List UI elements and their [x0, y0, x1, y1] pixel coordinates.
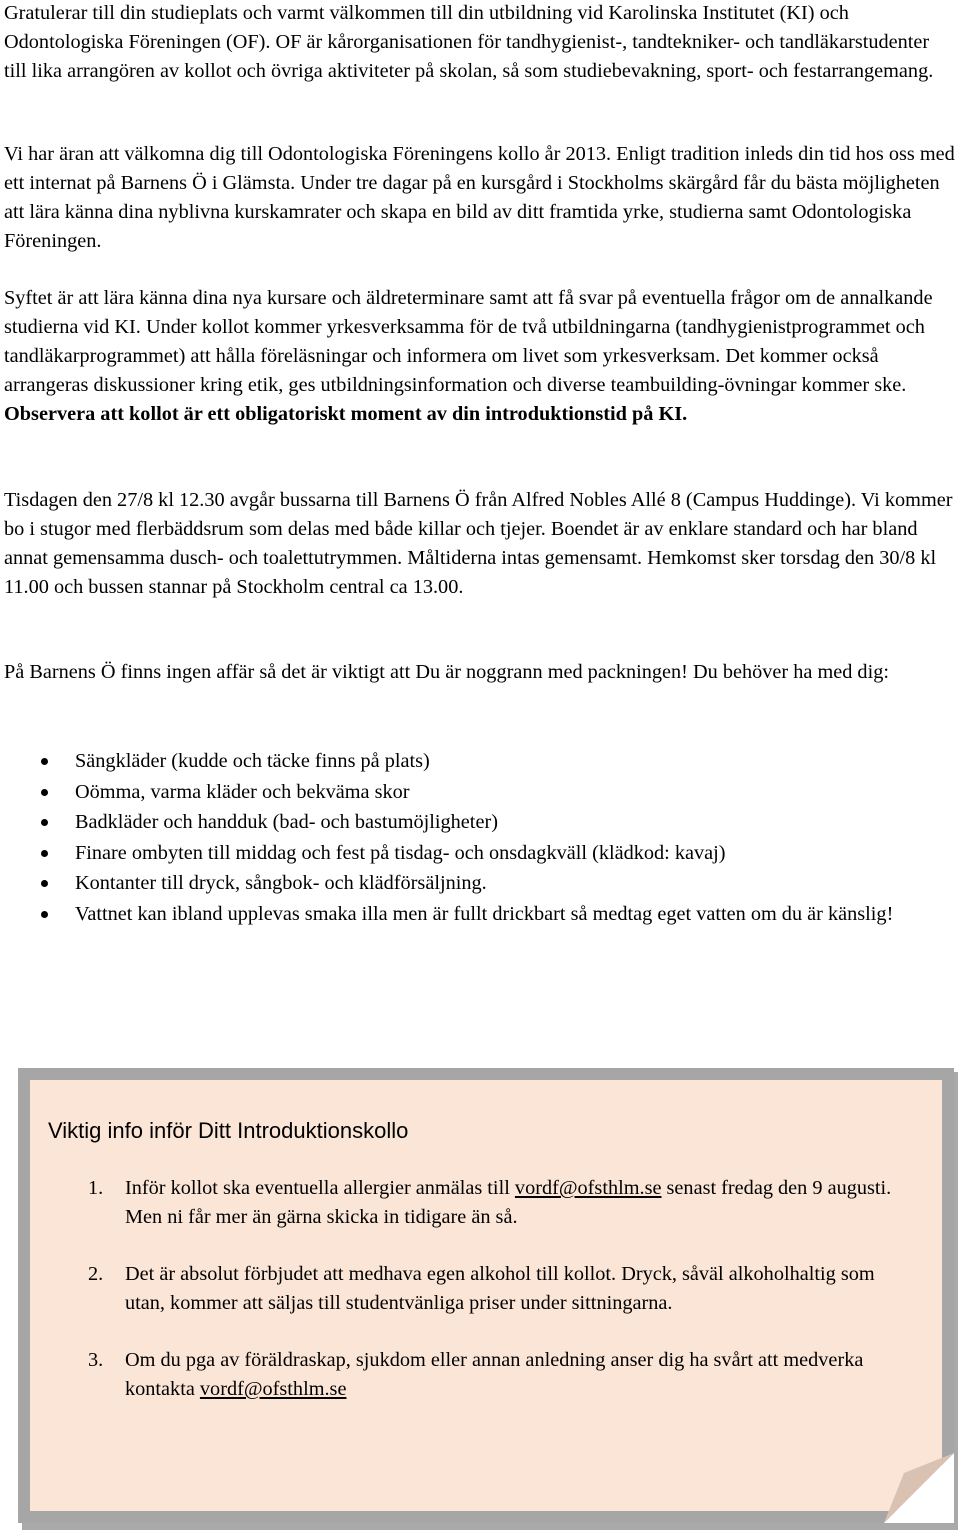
intro-paragraph: Gratulerar till din studieplats och varmt välkommen till din utbildning vid Karolinska Institutet (KI) och Odontologiska Föreningen (OF). OF är kårorganisationen för tandhygienist-, tandtekniker- och tandläkarstudenter till lika arrangören av kollot och övriga aktiviteter på skolan, så som studiebevakning, sport- och festarrangemang.	[4, 2, 934, 82]
list-item: 3. Om du pga av föräldraskap, sjukdom eller annan anledning anser dig ha svårt att medverka kontakta vordf@ofsthlm.se	[88, 1349, 864, 1400]
info-note	[18, 1068, 954, 1523]
purpose-paragraph: Syftet är att lära känna dina nya kursare och äldreterminare samt att få svar på eventuella frågor om de annalkande studierna vid KI. Under kollot kommer yrkesverksamma för de två utbildningarna (tandhygienistprogrammet och tandläkarprogrammet) att hålla föreläsningar och informera om livet som yrkesverksam. Det kommer också arrangeras diskussioner kring etik, ges utbildningsinformation och diverse teambuilding-övningar kommer ske.	[4, 287, 933, 396]
list-item: Sängkläder (kudde och täcke finns på plats)	[0, 746, 956, 777]
kollo-paragraph: Vi har äran att välkomna dig till Odontologiska Föreningens kollo år 2013. Enligt tradition inleds din tid hos oss med ett internat på Barnens Ö i Glämsta. Under tre dagar på en kursgård i Stockholms skärgård får du bästa möjligheten att lära känna dina nyblivna kurskamrater och skapa en bild av ditt framtida yrke, studierna samt Odontologiska Föreningen.	[4, 143, 955, 252]
packing-intro: På Barnens Ö finns ingen affär så det är viktigt att Du är noggrann med packningen! Du behöver ha med dig:	[4, 661, 889, 683]
info-note-body	[30, 1080, 942, 1511]
mandatory-notice: Observera att kollot är ett obligatoriskt moment av din introduktionstid på KI.	[4, 403, 688, 425]
list-item: Finare ombyten till middag och fest på tisdag- och onsdagkväll (klädkod: kavaj)	[0, 838, 956, 869]
packing-list	[0, 746, 956, 929]
list-item: Kontanter till dryck, sångbok- och klädförsäljning.	[0, 868, 956, 899]
list-item: Badkläder och handduk (bad- och bastumöjligheter)	[0, 807, 956, 838]
note-title: Viktig info inför Ditt Introduktionskollo	[48, 1118, 409, 1143]
travel-paragraph: Tisdagen den 27/8 kl 12.30 avgår bussarna till Barnens Ö från Alfred Nobles Allé 8 (Campus Huddinge). Vi kommer bo i stugor med flerbäddsrum som delas med både killar och tjejer. Boendet är av enklare standard och har bland annat gemensamma dusch- och toalettutrymmen. Måltiderna intas gemensamt. Hemkomst sker torsdag den 30/8 kl 11.00 och bussen stannar på Stockholm central ca 13.00.	[4, 489, 953, 598]
bullet-icon	[41, 819, 48, 826]
purpose-block	[4, 284, 956, 429]
email-link[interactable]: vordf@ofsthlm.se	[199, 1378, 347, 1400]
bullet-icon	[41, 758, 48, 765]
bullet-icon	[41, 911, 48, 918]
list-item: 2. Det är absolut förbjudet att medhava egen alkohol till kollot. Dryck, såväl alkoholhaltig som utan, kommer att säljas till studentvänliga priser under sittningarna.	[88, 1263, 875, 1314]
list-item: Oömma, varma kläder och bekväma skor	[0, 777, 956, 808]
page-curl-icon	[884, 1453, 954, 1523]
list-item: Vattnet kan ibland upplevas smaka illa men är fullt drickbart så medtag eget vatten om du är känslig!	[0, 899, 956, 930]
bullet-icon	[41, 789, 48, 796]
bullet-icon	[41, 880, 48, 887]
list-item: 1. Inför kollot ska eventuella allergier anmälas till vordf@ofsthlm.se senast fredag den 9 augusti. Men ni får mer än gärna skicka in tidigare än så.	[88, 1177, 892, 1228]
info-list	[30, 1174, 910, 1432]
email-link[interactable]: vordf@ofsthlm.se	[514, 1177, 662, 1199]
bullet-icon	[41, 850, 48, 857]
